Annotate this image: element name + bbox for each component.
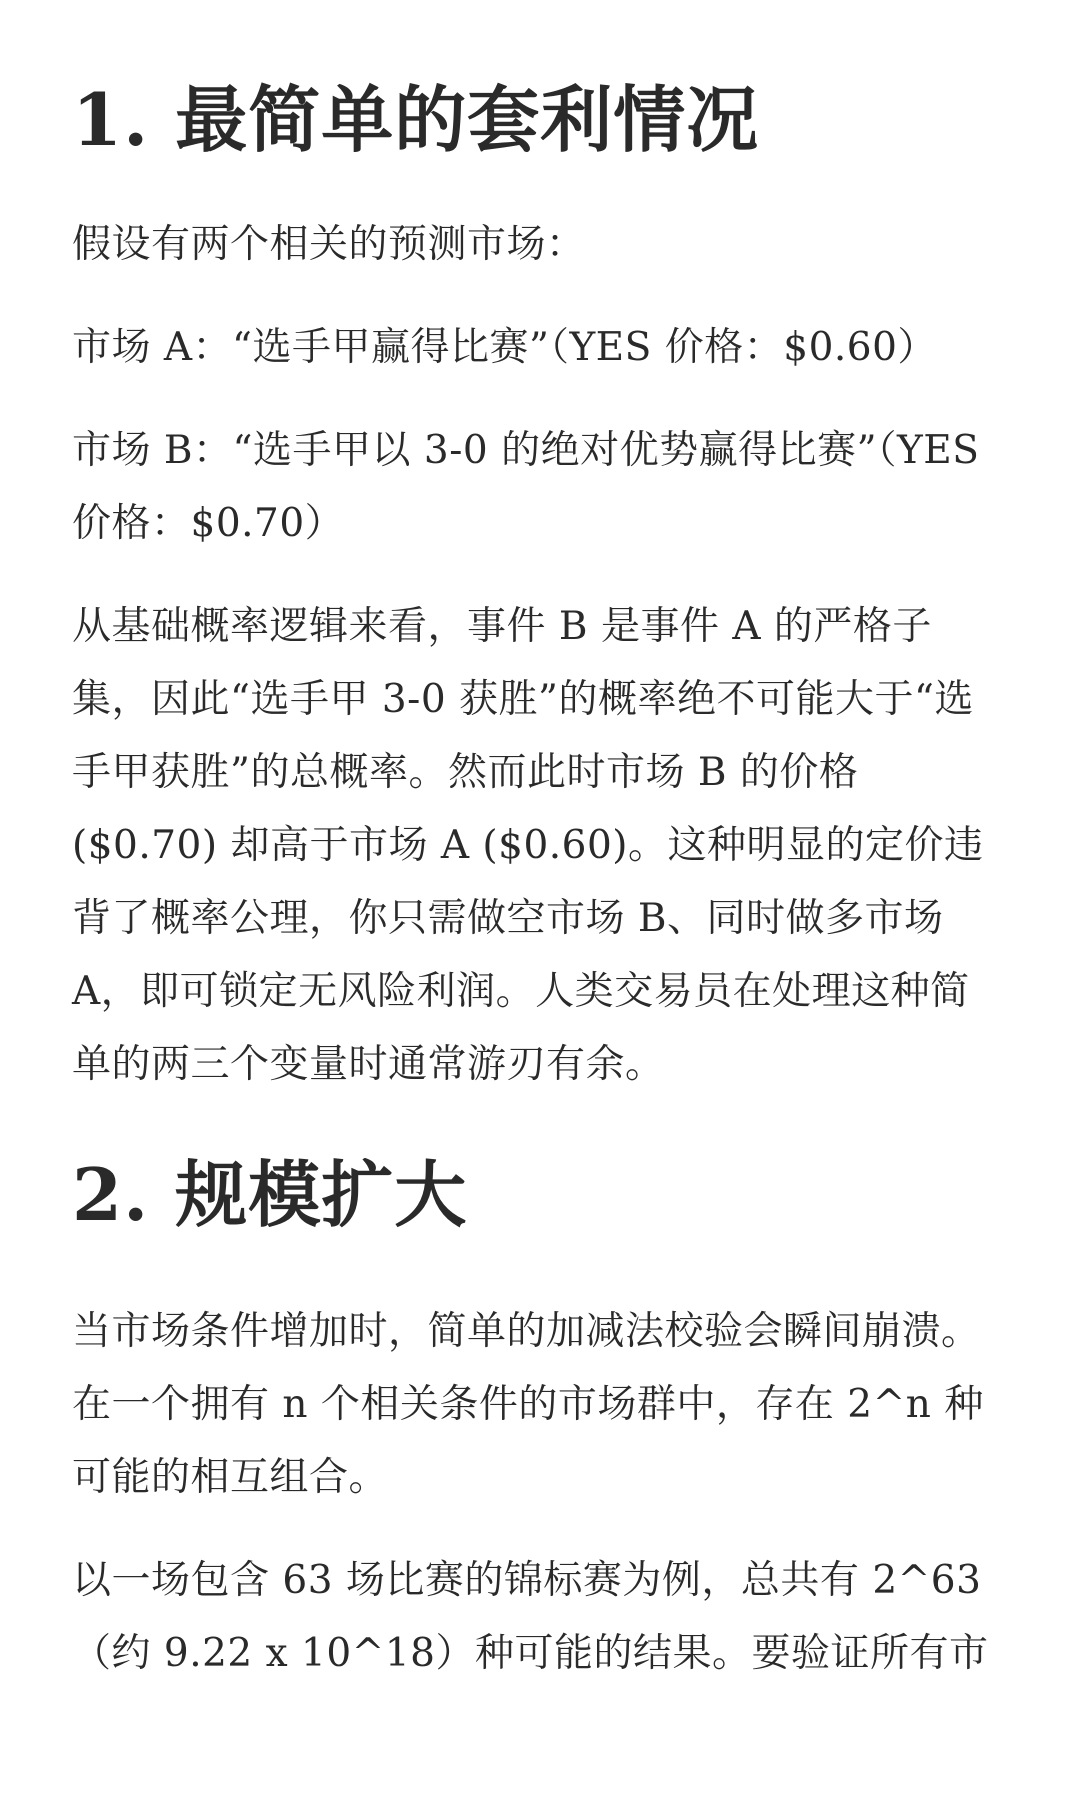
section-heading-simplest-arbitrage: 1. 最简单的套利情况 xyxy=(72,77,760,162)
paragraph-market-a: 市场 A：“选手甲赢得比赛”（YES 价格：$0.60） xyxy=(72,325,937,370)
paragraph-combinations: 当市场条件增加时，简单的加减法校验会瞬间崩溃。在一个拥有 n 个相关条件的市场群中，存在 2^n 种可能的相互组合。 xyxy=(72,1309,984,1500)
paragraph-intro: 假设有两个相关的预测市场： xyxy=(72,222,586,267)
paragraph-analysis: 从基础概率逻辑来看，事件 B 是事件 A 的严格子集，因此“选手甲 3-0 获胜”的概率绝不可能大于“选手甲获胜”的总概率。然而此时市场 B 的价格 ($0.70) 却高于市场 A ($0.60)。这种明显的定价违背了概率公理，你只需做空市场 B、同时做多市场 A，即可锁定无风险利润。人类交易员在处理这种简单的两三个变量时通常游刃有余。 xyxy=(72,604,984,1087)
paragraph-market-b: 市场 B：“选手甲以 3-0 的绝对优势赢得比赛”（YES 价格：$0.70） xyxy=(72,428,980,546)
section-heading-scale-up: 2. 规模扩大 xyxy=(72,1152,468,1237)
paragraph-tournament-example: 以一场包含 63 场比赛的锦标赛为例，总共有 2^63（约 9.22 x 10^18）种可能的结果。要验证所有市 xyxy=(72,1558,989,1676)
